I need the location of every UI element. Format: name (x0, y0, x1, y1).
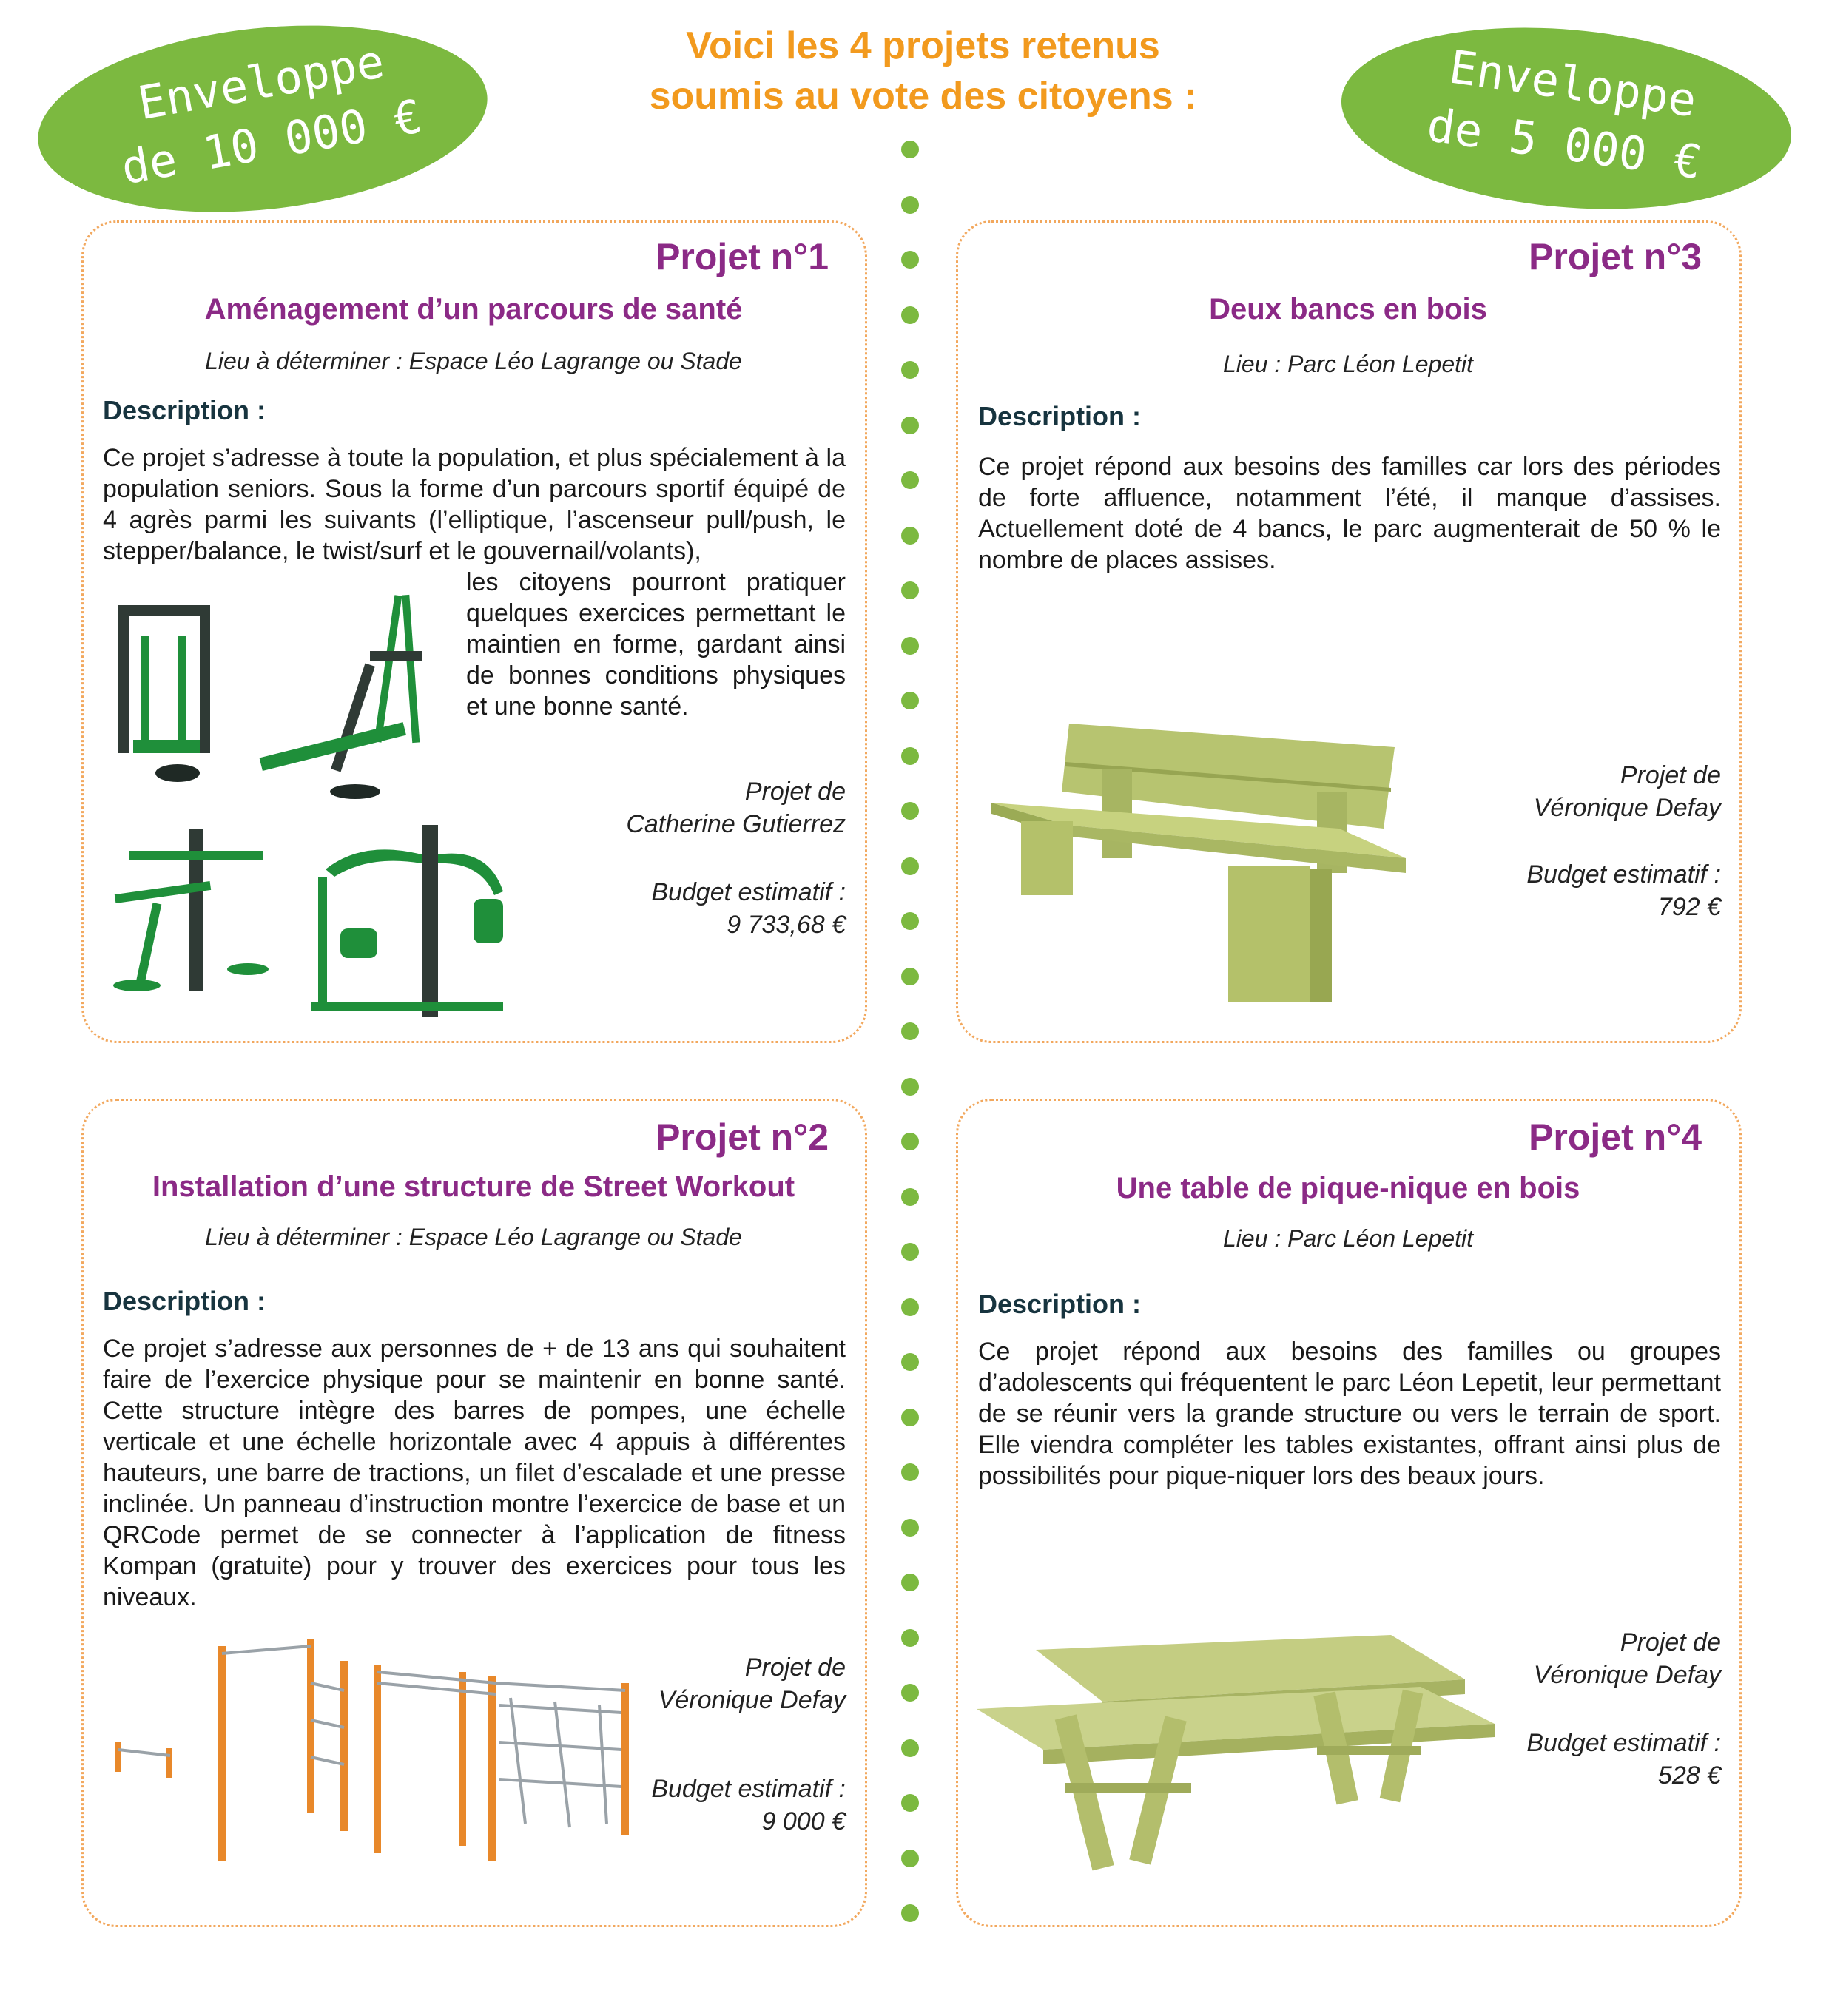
separator-dot (901, 1904, 919, 1922)
project-1-budget: Budget estimatif : 9 733,68 € (651, 878, 846, 939)
separator-dot (901, 306, 919, 324)
separator-dot (901, 1243, 919, 1261)
project-4-location: Lieu : Parc Léon Lepetit (1222, 1225, 1473, 1252)
project-1-description-part2: les citoyens pourront pratiquer quelques exercices permettant le maintien en forme, gardant ainsi de bonnes conditions physiques et une bonne santé. (466, 568, 846, 721)
project-3-author: Projet de Véronique Defay (1533, 761, 1721, 822)
project-1-title: Aménagement d’un parcours de santé (204, 293, 743, 326)
project-3-description: Ce projet répond aux besoins des familles car lors des périodes de forte affluence, notamment l’été, il manque d’assises. Actuellement doté de 4 bancs, le parc augmenterait de 50 % le nombre de places assises. (978, 453, 1721, 574)
project-4-title: Une table de pique-nique en bois (1116, 1172, 1580, 1204)
stepper-balance-image (100, 821, 277, 999)
separator-dot (901, 1188, 919, 1206)
project-2-author: Projet de Véronique Defay (658, 1653, 846, 1714)
separator-dot (901, 1794, 919, 1812)
project-1-author: Projet de Catherine Gutierrez (626, 778, 846, 838)
separator-dot (901, 747, 919, 765)
project-2-description: Ce projet s’adresse aux personnes de + de 13 ans qui souhaitent faire de l’exercice physique pour se maintenir en bonne santé. Cette structure intègre des barres de pompes, une échelle verticale et une échelle horizontale avec 4 appuis à différentes hauteurs, une barre de tractions, un filet d’escalade et une presse inclinée. Un panneau d’instruction montre l’exercice de base et un QRCode permet de se connecter à l’application de fitness Kompan (gratuite) pour y trouver des exercices pour tous les niveaux. (103, 1335, 846, 1611)
separator-dot (901, 637, 919, 655)
project-3-title: Deux bancs en bois (1209, 293, 1487, 326)
project-4-description: Ce projet répond aux besoins des familles ou groupes d’adolescents qui fréquentent le parc Léon Lepetit, leur permettant de se réunir vers la grande structure ou vers le terrain de sport. Elle viendra compléter les tables existantes, offrant ainsi plus de possibilités pour pique-niquer lors des beaux jours. (978, 1338, 1721, 1490)
project-2-budget: Budget estimatif : 9 000 € (651, 1775, 846, 1835)
project-4-description-label: Description : (978, 1289, 1142, 1319)
left-budget-badge-text: Enveloppe de 10 000 € (117, 34, 426, 195)
separator-dot (901, 251, 919, 269)
pull-push-station-image (296, 825, 518, 1025)
separator-dot (901, 581, 919, 599)
separator-dot (901, 1574, 919, 1591)
separator-dot (901, 857, 919, 875)
separator-dot (901, 1850, 919, 1867)
project-2-location: Lieu à déterminer : Espace Léo Lagrange ou Stade (205, 1224, 742, 1250)
project-3-location: Lieu : Parc Léon Lepetit (1222, 351, 1473, 377)
separator-dot (901, 471, 919, 489)
project-3-budget: Budget estimatif : 792 € (1526, 860, 1721, 921)
project-1-location: Lieu à déterminer : Espace Léo Lagrange ou Stade (205, 348, 742, 374)
project-2-number: Projet n°2 (656, 1116, 829, 1158)
separator-dot (901, 1463, 919, 1481)
separator-dot (901, 527, 919, 545)
right-budget-badge-text: Enveloppe de 5 000 € (1424, 39, 1705, 190)
separator-dot (901, 1629, 919, 1647)
separator-dot (901, 1078, 919, 1096)
headline-line-2: soumis au vote des citoyens : (649, 75, 1197, 118)
project-2-description-label: Description : (103, 1286, 266, 1316)
project-2-title: Installation d’une structure de Street Workout (152, 1170, 795, 1203)
project-4-author: Projet de Véronique Defay (1533, 1628, 1721, 1689)
separator-dot (901, 802, 919, 820)
picnic-table-image (977, 1628, 1502, 1872)
project-1-description-label: Description : (103, 395, 266, 425)
headline-line-1: Voici les 4 projets retenus (686, 24, 1160, 67)
separator-dot (901, 1684, 919, 1702)
separator-dot (901, 1353, 919, 1371)
project-1-number: Projet n°1 (656, 236, 829, 277)
page-headline (577, 21, 1269, 121)
project-4-budget: Budget estimatif : 528 € (1526, 1729, 1721, 1790)
project-3-description-label: Description : (978, 401, 1142, 431)
separator-dot (901, 1409, 919, 1426)
separator-dot (901, 692, 919, 709)
separator-dot (901, 361, 919, 379)
separator-dot (901, 968, 919, 985)
separator-dot (901, 196, 919, 214)
separator-dot (901, 1133, 919, 1150)
project-4-number: Projet n°4 (1529, 1116, 1702, 1158)
separator-dot (901, 1298, 919, 1316)
separator-dot (901, 141, 919, 158)
separator-dot (901, 1519, 919, 1537)
separator-dot (901, 1739, 919, 1757)
elliptical-trainer-image (104, 592, 444, 806)
project-3-number: Projet n°3 (1529, 236, 1702, 277)
separator-dot (901, 912, 919, 930)
project-1-description-part1: Ce projet s’adresse à toute la population, et plus spécialement à la population seniors. Sous la forme d’un parcours sportif équipé de 4 agrès parmi les suivants (l’elliptique, l’ascenseur pull/push, le stepper/balance, le twist/surf et le gouvernail/volants), (103, 444, 846, 565)
wooden-bench-image (991, 718, 1450, 1014)
street-workout-structure-image (111, 1639, 629, 1861)
separator-dot (901, 1022, 919, 1040)
separator-dot (901, 417, 919, 434)
